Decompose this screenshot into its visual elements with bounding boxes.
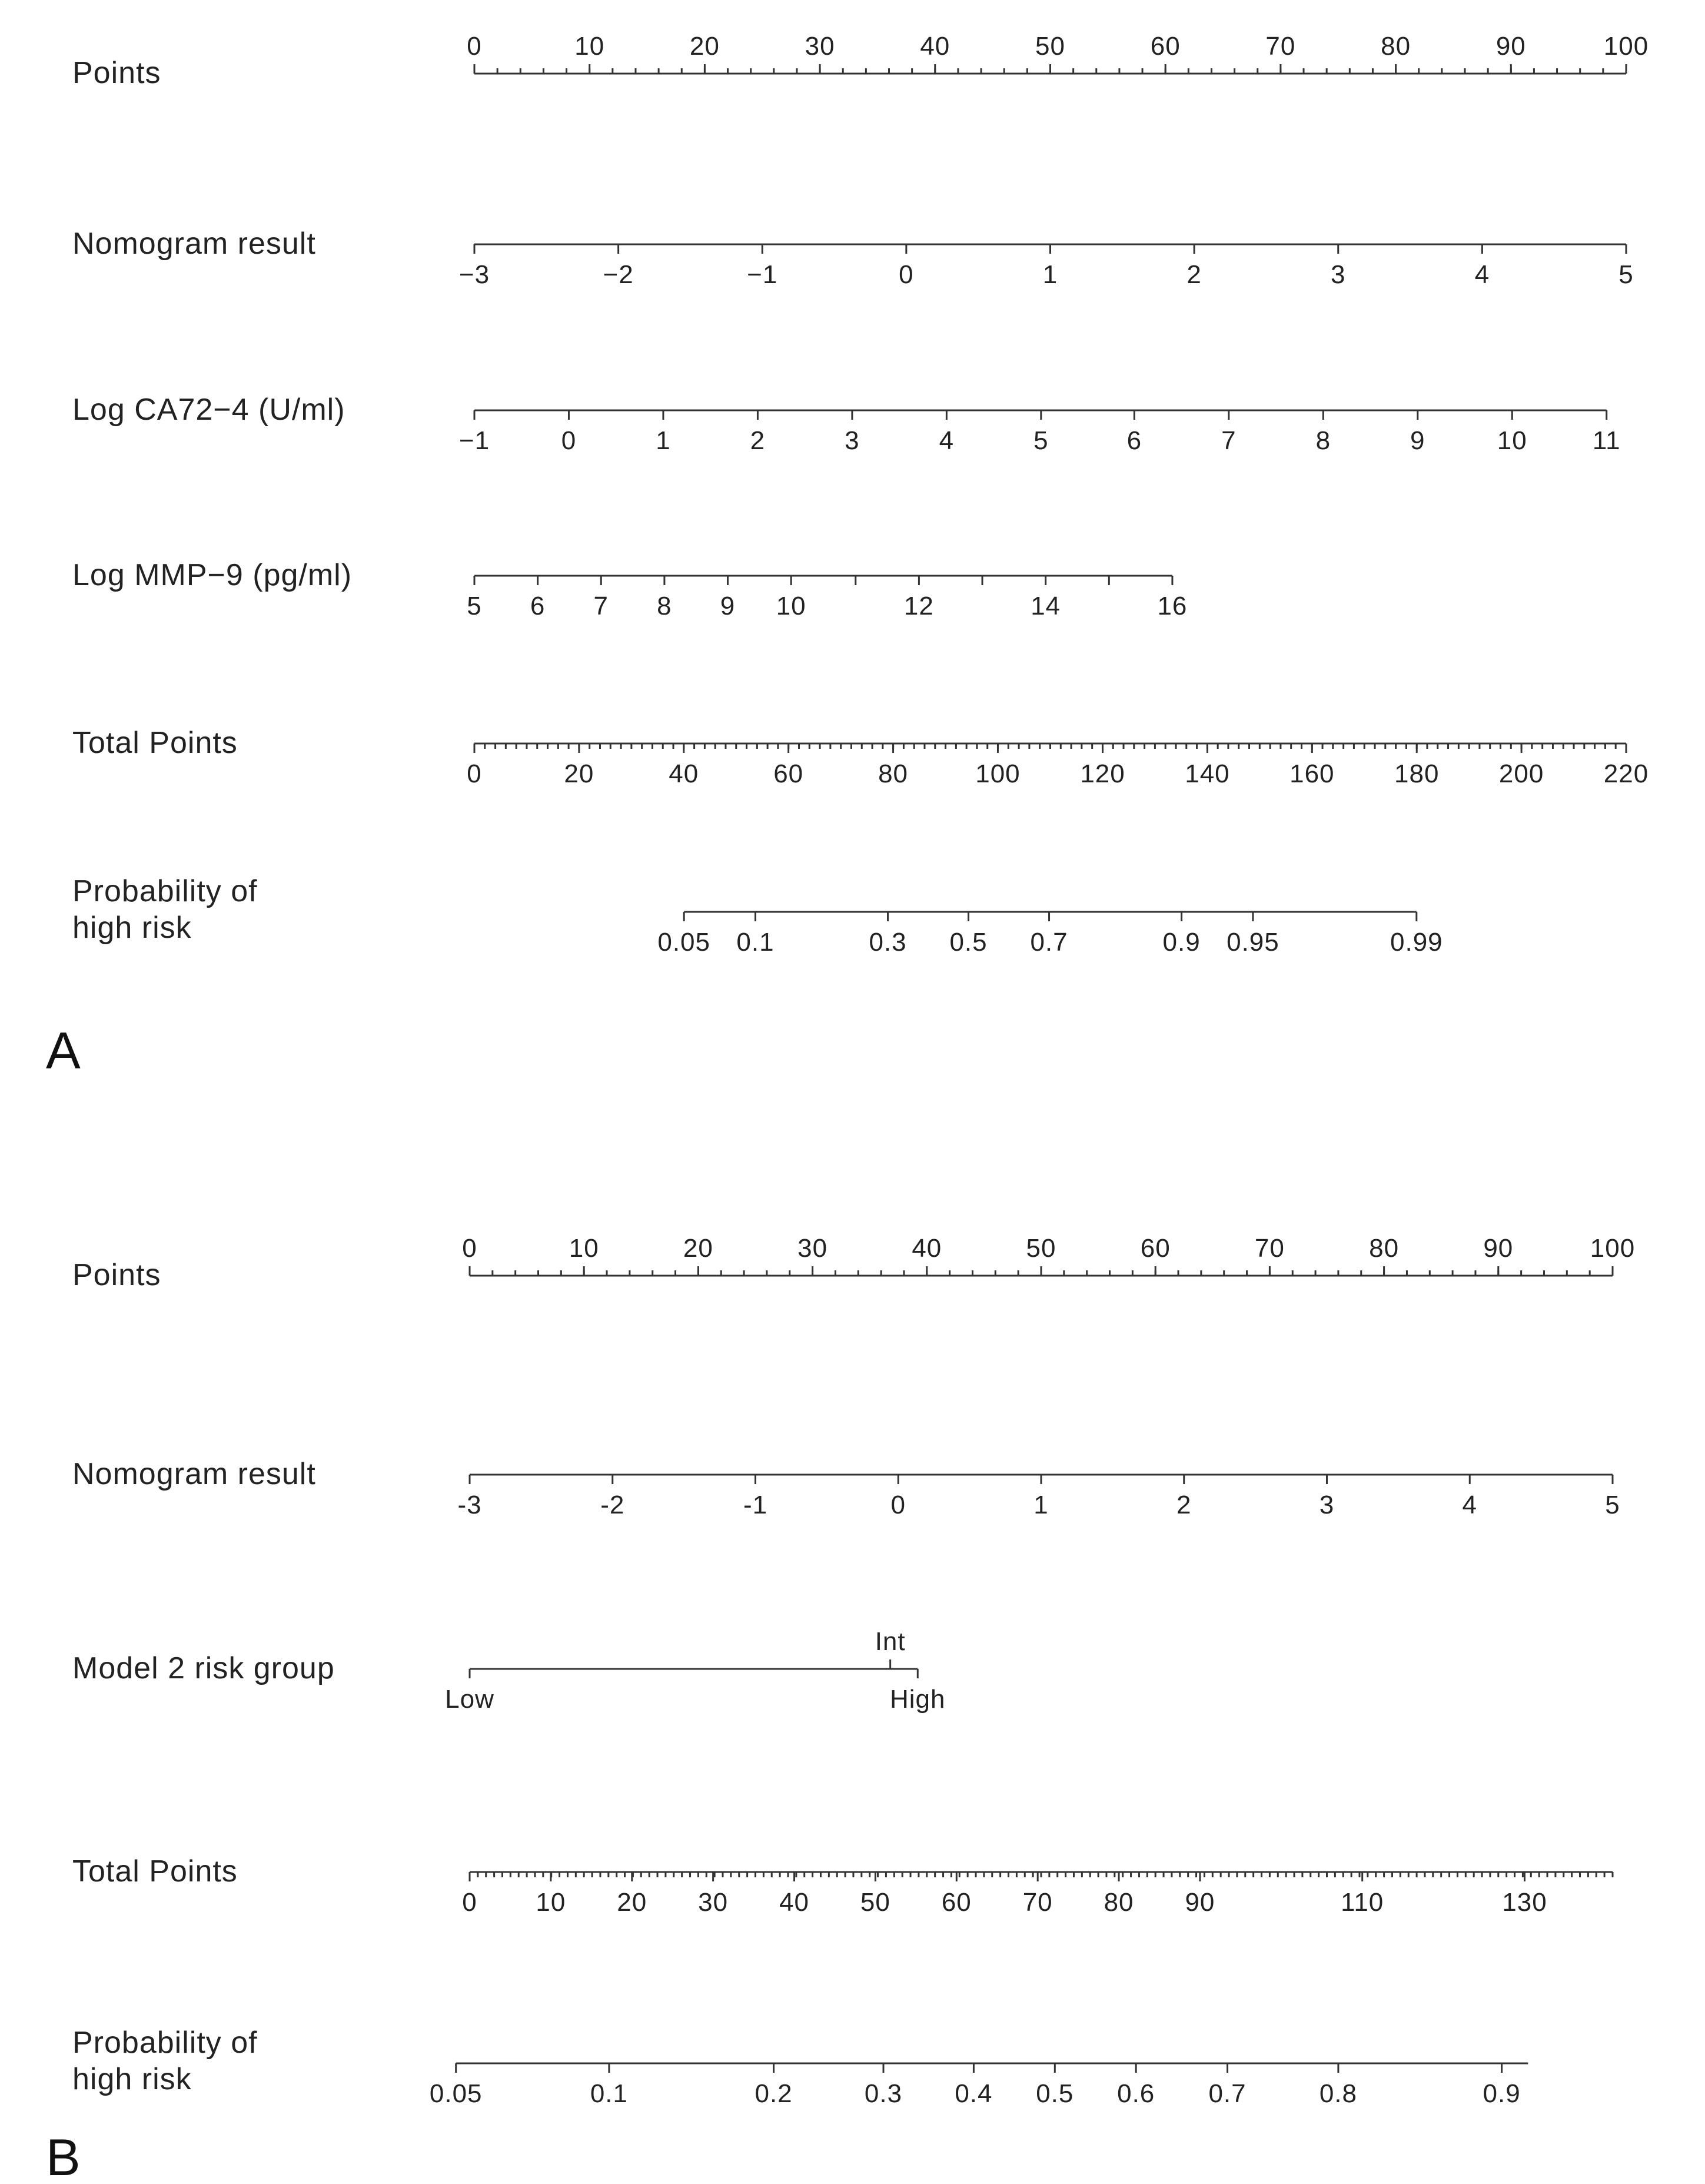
tick-label: 100 xyxy=(1603,32,1649,61)
tick-label: 0.3 xyxy=(864,2079,903,2108)
tick-label: 180 xyxy=(1394,759,1440,788)
tick-label: 3 xyxy=(845,426,860,455)
row-label: high risk xyxy=(72,911,192,945)
tick-label: 8 xyxy=(1315,426,1331,455)
tick-label: 0.9 xyxy=(1162,928,1201,957)
tick-label: 0 xyxy=(462,1234,477,1263)
tick-label: 90 xyxy=(1185,1888,1215,1917)
tick-label: 90 xyxy=(1483,1234,1514,1263)
tick-label: 4 xyxy=(939,426,955,455)
tick-label: 100 xyxy=(1590,1234,1636,1263)
tick-label: 4 xyxy=(1474,260,1490,289)
tick-label: 5 xyxy=(1033,426,1049,455)
tick-label: 16 xyxy=(1157,592,1188,620)
tick-label: 60 xyxy=(1140,1234,1171,1263)
tick-label: 10 xyxy=(776,592,806,620)
tick-label: 0.8 xyxy=(1319,2079,1358,2108)
tick-label: 0.3 xyxy=(869,928,907,957)
tick-label: 0 xyxy=(890,1491,906,1519)
tick-label: 50 xyxy=(860,1888,890,1917)
tick-label: 160 xyxy=(1289,759,1335,788)
tick-label: 10 xyxy=(536,1888,566,1917)
row-label: Points xyxy=(72,56,161,90)
tick-label: 6 xyxy=(1126,426,1142,455)
tick-label: 0.99 xyxy=(1390,928,1443,957)
tick-label: −2 xyxy=(603,260,634,289)
tick-label: 12 xyxy=(903,592,934,620)
tick-label: 40 xyxy=(779,1888,810,1917)
tick-label: 4 xyxy=(1462,1491,1477,1519)
tick-label: High xyxy=(890,1685,946,1714)
tick-label: 40 xyxy=(912,1234,942,1263)
tick-label: 2 xyxy=(1186,260,1202,289)
tick-label: 11 xyxy=(1592,426,1621,455)
tick-label: 0.1 xyxy=(590,2079,629,2108)
row-label: Log MMP−9 (pg/ml) xyxy=(72,558,353,592)
tick-label: 80 xyxy=(878,759,909,788)
tick-label: Int xyxy=(875,1627,906,1656)
tick-label: 80 xyxy=(1381,32,1411,61)
tick-label: 0.05 xyxy=(429,2079,483,2108)
tick-label: 0 xyxy=(899,260,914,289)
tick-label: 14 xyxy=(1031,592,1061,620)
tick-label: -1 xyxy=(743,1491,768,1519)
tick-label: 60 xyxy=(1150,32,1181,61)
row-label: Probability of xyxy=(72,874,258,908)
tick-label: 200 xyxy=(1498,759,1544,788)
tick-label: 0.9 xyxy=(1483,2079,1521,2108)
tick-label: 10 xyxy=(574,32,605,61)
tick-label: 30 xyxy=(805,32,835,61)
tick-label: 40 xyxy=(669,759,699,788)
tick-label: 0.5 xyxy=(1036,2079,1074,2108)
row-label: Total Points xyxy=(72,1854,238,1888)
tick-label: −1 xyxy=(458,426,490,455)
tick-label: 130 xyxy=(1502,1888,1547,1917)
tick-label: 70 xyxy=(1022,1888,1053,1917)
tick-label: 40 xyxy=(920,32,950,61)
tick-label: 20 xyxy=(683,1234,713,1263)
tick-label: 50 xyxy=(1026,1234,1056,1263)
tick-label: 0.7 xyxy=(1208,2079,1247,2108)
tick-label: 220 xyxy=(1603,759,1649,788)
tick-label: 0.6 xyxy=(1117,2079,1155,2108)
tick-label: 3 xyxy=(1331,260,1346,289)
tick-label: 7 xyxy=(1221,426,1237,455)
tick-label: 0.1 xyxy=(736,928,775,957)
tick-label: 5 xyxy=(1618,260,1634,289)
row-label: Probability of xyxy=(72,2026,258,2060)
tick-label: 0.4 xyxy=(955,2079,993,2108)
tick-label: 0.05 xyxy=(657,928,710,957)
tick-label: 2 xyxy=(750,426,766,455)
tick-label: 0 xyxy=(561,426,577,455)
panel-letter: A xyxy=(46,1021,81,1080)
tick-label: 10 xyxy=(1497,426,1527,455)
tick-label: 1 xyxy=(1042,260,1058,289)
tick-label: -2 xyxy=(600,1491,625,1519)
tick-label: 70 xyxy=(1265,32,1296,61)
tick-label: 7 xyxy=(593,592,609,620)
tick-label: 30 xyxy=(698,1888,729,1917)
tick-label: 9 xyxy=(1410,426,1425,455)
tick-label: 80 xyxy=(1104,1888,1134,1917)
tick-label: 8 xyxy=(657,592,672,620)
tick-label: Low xyxy=(445,1685,494,1714)
row-label: Nomogram result xyxy=(72,227,316,261)
tick-label: 20 xyxy=(689,32,720,61)
row-label: Points xyxy=(72,1258,161,1292)
tick-label: 80 xyxy=(1369,1234,1400,1263)
tick-label: 110 xyxy=(1341,1888,1384,1917)
tick-label: 120 xyxy=(1080,759,1125,788)
tick-label: 0 xyxy=(467,759,482,788)
tick-label: -3 xyxy=(457,1491,482,1519)
tick-label: 140 xyxy=(1185,759,1230,788)
tick-label: 90 xyxy=(1495,32,1526,61)
row-label: Nomogram result xyxy=(72,1457,316,1491)
tick-label: 20 xyxy=(564,759,594,788)
tick-label: 2 xyxy=(1176,1491,1192,1519)
tick-label: 10 xyxy=(569,1234,599,1263)
tick-label: 5 xyxy=(467,592,482,620)
tick-label: 5 xyxy=(1605,1491,1620,1519)
tick-label: 60 xyxy=(941,1888,972,1917)
row-label: Total Points xyxy=(72,726,238,760)
tick-label: 60 xyxy=(773,759,804,788)
row-label: high risk xyxy=(72,2062,192,2096)
panel-letter: B xyxy=(46,2128,81,2184)
row-label: Model 2 risk group xyxy=(72,1651,335,1685)
tick-label: 1 xyxy=(656,426,671,455)
tick-label: 0 xyxy=(467,32,482,61)
tick-label: 0 xyxy=(462,1888,477,1917)
tick-label: 3 xyxy=(1319,1491,1335,1519)
tick-label: 0.7 xyxy=(1030,928,1068,957)
tick-label: 1 xyxy=(1033,1491,1049,1519)
tick-label: 50 xyxy=(1035,32,1065,61)
tick-label: −3 xyxy=(458,260,490,289)
tick-label: −1 xyxy=(747,260,778,289)
tick-label: 0.2 xyxy=(755,2079,793,2108)
tick-label: 30 xyxy=(797,1234,828,1263)
tick-label: 20 xyxy=(617,1888,647,1917)
row-label: Log CA72−4 (U/ml) xyxy=(72,393,345,427)
tick-label: 0.95 xyxy=(1227,928,1279,957)
tick-label: 9 xyxy=(720,592,736,620)
tick-label: 100 xyxy=(975,759,1021,788)
tick-label: 70 xyxy=(1254,1234,1285,1263)
tick-label: 0.5 xyxy=(949,928,988,957)
tick-label: 6 xyxy=(530,592,546,620)
